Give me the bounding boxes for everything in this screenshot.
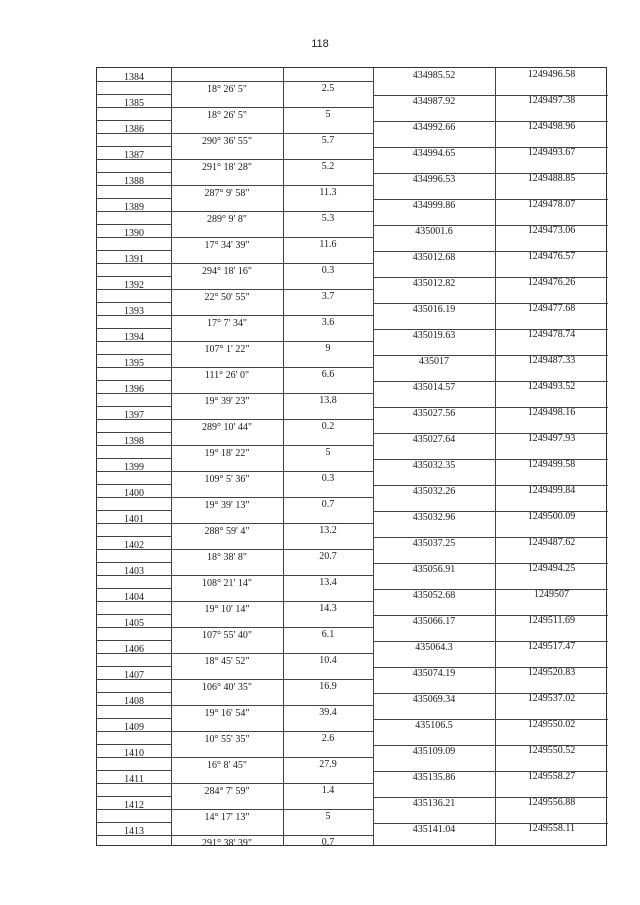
segment-length: 1.4: [321, 785, 335, 796]
point-row-line: [97, 614, 171, 615]
point-number: 1386: [124, 124, 144, 135]
direction-angle: 16° 8' 45": [207, 760, 247, 771]
direction-angle: 106° 40' 35": [202, 682, 252, 693]
y-coordinate: 1249517.47: [527, 641, 576, 652]
point-row-line: [97, 510, 171, 511]
y-coordinate: 1249498.16: [527, 407, 576, 418]
y-coordinate: 1249500.09: [527, 511, 576, 522]
y-coordinate: 1249473.06: [527, 225, 576, 236]
y-coordinate: 1249558.11: [527, 823, 576, 834]
point-row-line: [97, 146, 171, 147]
point-number: 1407: [124, 670, 144, 681]
point-number: 1411: [124, 774, 144, 785]
point-row-line: [97, 692, 171, 693]
y-coordinate: 1249550.02: [527, 719, 576, 730]
point-row-line: [97, 640, 171, 641]
x-coordinate: 434999.86: [412, 200, 456, 211]
direction-angle: 111° 26' 0": [204, 370, 250, 381]
x-coordinate: 435109.09: [412, 746, 456, 757]
segment-length: 16.9: [319, 681, 337, 692]
direction-angle: 294° 18' 16": [202, 266, 252, 277]
segment-length: 13.8: [319, 395, 337, 406]
point-number: 1399: [124, 462, 144, 473]
direction-angle: 288° 59' 4": [204, 526, 250, 537]
y-coordinate: 1249537.02: [527, 693, 576, 704]
y-coordinate: 1249498.96: [527, 121, 576, 132]
segment-length: 39.4: [319, 707, 337, 718]
y-coordinate: 1249493.52: [527, 381, 576, 392]
point-row-line: [97, 250, 171, 251]
point-row-line: [97, 666, 171, 667]
direction-angle: 19° 18' 22": [204, 448, 250, 459]
y-coordinate: 1249487.62: [527, 537, 576, 548]
y-coordinate: 1249476.57: [527, 251, 576, 262]
point-number: 1408: [124, 696, 144, 707]
segment-length: 0.3: [321, 473, 335, 484]
segment-length: 6.6: [321, 369, 335, 380]
segment-length: 5: [325, 447, 331, 458]
x-coordinate: 435037.25: [412, 538, 456, 549]
y-coordinate: 1249558.27: [527, 771, 576, 782]
direction-angle: 19° 39' 13": [204, 500, 250, 511]
point-row-line: [97, 822, 171, 823]
direction-angle: 287° 9' 58": [204, 188, 250, 199]
x-coordinate: 435106.5: [415, 720, 453, 731]
point-row-line: [97, 406, 171, 407]
direction-angle: 290° 36' 55": [202, 136, 252, 147]
y-coordinate: 1249499.58: [527, 459, 576, 470]
x-coordinate: 435001.6: [415, 226, 453, 237]
point-row-line: [97, 198, 171, 199]
x-coordinate: 435032.96: [412, 512, 456, 523]
segment-length: 5.2: [321, 161, 335, 172]
page-number: 118: [311, 38, 329, 50]
point-row-line: [97, 94, 171, 95]
point-number: 1390: [124, 228, 144, 239]
segment-length: 14.3: [319, 603, 337, 614]
x-coordinate: 434994.65: [412, 148, 456, 159]
point-row-line: [97, 484, 171, 485]
point-number: 1401: [124, 514, 144, 525]
point-number: 1410: [124, 748, 144, 759]
direction-angle: 10° 55' 35": [204, 734, 250, 745]
y-coordinate: 1249493.67: [527, 147, 576, 158]
segment-length: 0.7: [321, 499, 335, 510]
x-coordinate: 435136.21: [412, 798, 456, 809]
direction-angle: 289° 10' 44": [202, 422, 252, 433]
direction-angle: 19° 39' 23": [204, 396, 250, 407]
x-coordinate: 435027.64: [412, 434, 456, 445]
x-coordinate: 435027.56: [412, 408, 456, 419]
direction-angle: 17° 34' 39": [204, 240, 250, 251]
direction-angle: 14° 17' 13": [204, 812, 250, 823]
point-number: 1398: [124, 436, 144, 447]
point-number: 1389: [124, 202, 144, 213]
segment-length: 5: [325, 109, 331, 120]
direction-angle: 18° 26' 5": [207, 84, 247, 95]
x-coordinate: 435014.57: [412, 382, 456, 393]
y-coordinate: 1249496.58: [527, 69, 576, 80]
y-coordinate: 1249488.85: [527, 173, 576, 184]
point-row-line: [97, 354, 171, 355]
point-row-line: [97, 536, 171, 537]
segment-length: 2.6: [321, 733, 335, 744]
x-coordinate: 435012.82: [412, 278, 456, 289]
direction-angle: 107° 1' 22": [204, 344, 250, 355]
direction-angle: 19° 16' 54": [204, 708, 250, 719]
segment-length: 0.3: [321, 265, 335, 276]
x-coordinate: 435019.63: [412, 330, 456, 341]
y-coordinate: 1249494.25: [527, 563, 576, 574]
point-number: 1388: [124, 176, 144, 187]
point-row-line: [97, 120, 171, 121]
y-coordinate: 1249550.52: [527, 745, 576, 756]
x-coordinate: 434992.66: [412, 122, 456, 133]
x-coordinate: 435135.86: [412, 772, 456, 783]
point-number: 1395: [124, 358, 144, 369]
y-coordinate: 1249499.84: [527, 485, 576, 496]
segment-length: 0.7: [321, 837, 335, 848]
y-coordinate: 1249556.88: [527, 797, 576, 808]
coordinates-table: [96, 67, 607, 849]
point-row-line: [97, 562, 171, 563]
point-row-line: [97, 302, 171, 303]
segment-length: 5.7: [321, 135, 335, 146]
x-coordinate: 435032.35: [412, 460, 456, 471]
point-row-line: [97, 328, 171, 329]
point-number: 1391: [124, 254, 144, 265]
x-coordinate: 435056.91: [412, 564, 456, 575]
direction-angle: 289° 9' 8": [207, 214, 247, 225]
x-coordinate: 435016.19: [412, 304, 456, 315]
segment-length: 27.9: [319, 759, 337, 770]
direction-angle: 18° 26' 5": [207, 110, 247, 121]
segment-length: 10.4: [319, 655, 337, 666]
segment-length: 3.6: [321, 317, 335, 328]
x-coordinate: 435052.68: [412, 590, 456, 601]
point-row-line: [97, 796, 171, 797]
point-row-line: [97, 432, 171, 433]
y-coordinate: 1249478.74: [527, 329, 576, 340]
point-number: 1397: [124, 410, 144, 421]
y-coordinate: 1249507: [534, 589, 569, 600]
y-coordinate: 1249497.38: [527, 95, 576, 106]
direction-angle: 18° 38' 8": [207, 552, 247, 563]
point-number: 1393: [124, 306, 144, 317]
direction-angle: 109° 5' 36": [204, 474, 250, 485]
x-coordinate: 435069.34: [412, 694, 456, 705]
x-coordinate: 435032.26: [412, 486, 456, 497]
point-row-line: [97, 458, 171, 459]
y-coordinate: 1249487.33: [527, 355, 576, 366]
direction-angle: 19° 10' 14": [204, 604, 250, 615]
direction-angle: 284° 7' 59": [204, 786, 250, 797]
point-number: 1412: [124, 800, 144, 811]
segment-length: 11.6: [319, 239, 337, 250]
point-number: 1394: [124, 332, 144, 343]
segment-length: 2.5: [321, 83, 335, 94]
x-coordinate: 435064.3: [415, 642, 453, 653]
point-number: 1405: [124, 618, 144, 629]
point-number: 1404: [124, 592, 144, 603]
point-row-line: [97, 380, 171, 381]
segment-length: 9: [325, 343, 331, 354]
point-number: 1413: [124, 826, 144, 837]
point-number: 1403: [124, 566, 144, 577]
y-coordinate: 1249497.93: [527, 433, 576, 444]
x-coordinate: 435141.04: [412, 824, 456, 835]
point-number: 1385: [124, 98, 144, 109]
point-number: 1400: [124, 488, 144, 499]
direction-angle: 291° 18' 28": [202, 162, 252, 173]
x-coordinate: 435012.68: [412, 252, 456, 263]
segment-length: 5.3: [321, 213, 335, 224]
point-number: 1406: [124, 644, 144, 655]
segment-length: 0.2: [321, 421, 335, 432]
direction-angle: 18° 45' 52": [204, 656, 250, 667]
direction-angle: 22° 50' 55": [204, 292, 250, 303]
segment-length: 3.7: [321, 291, 335, 302]
segment-length: 13.2: [319, 525, 337, 536]
y-coordinate: 1249477.68: [527, 303, 576, 314]
point-row-line: [97, 224, 171, 225]
direction-angle: 107° 55' 40": [202, 630, 252, 641]
x-coordinate: 434987.92: [412, 96, 456, 107]
segment-length: 11.3: [319, 187, 337, 198]
x-coordinate: 434985.52: [412, 70, 456, 81]
point-number: 1396: [124, 384, 144, 395]
x-coordinate: 435017: [419, 356, 449, 367]
x-coordinate: 434996.53: [412, 174, 456, 185]
point-number: 1384: [124, 72, 144, 83]
point-row-line: [97, 588, 171, 589]
point-number: 1402: [124, 540, 144, 551]
y-coordinate: 1249476.26: [527, 277, 576, 288]
point-row-line: [97, 276, 171, 277]
segment-length: 13.4: [319, 577, 337, 588]
direction-angle: 291° 38' 39": [202, 838, 252, 849]
point-number: 1387: [124, 150, 144, 161]
segment-length: 5: [325, 811, 331, 822]
direction-angle: 17° 7' 34": [207, 318, 247, 329]
point-row-line: [97, 744, 171, 745]
point-row-line: [97, 770, 171, 771]
y-coordinate: 1249520.83: [527, 667, 576, 678]
segment-length: 6.1: [321, 629, 335, 640]
point-row-line: [97, 718, 171, 719]
point-row-line: [97, 172, 171, 173]
y-coordinate: 1249511.69: [527, 615, 576, 626]
segment-length: 20.7: [319, 551, 337, 562]
x-coordinate: 435066.17: [412, 616, 456, 627]
point-number: 1392: [124, 280, 144, 291]
x-coordinate: 435074.19: [412, 668, 456, 679]
y-coordinate: 1249478.07: [527, 199, 576, 210]
point-number: 1409: [124, 722, 144, 733]
direction-angle: 108° 21' 14": [202, 578, 252, 589]
